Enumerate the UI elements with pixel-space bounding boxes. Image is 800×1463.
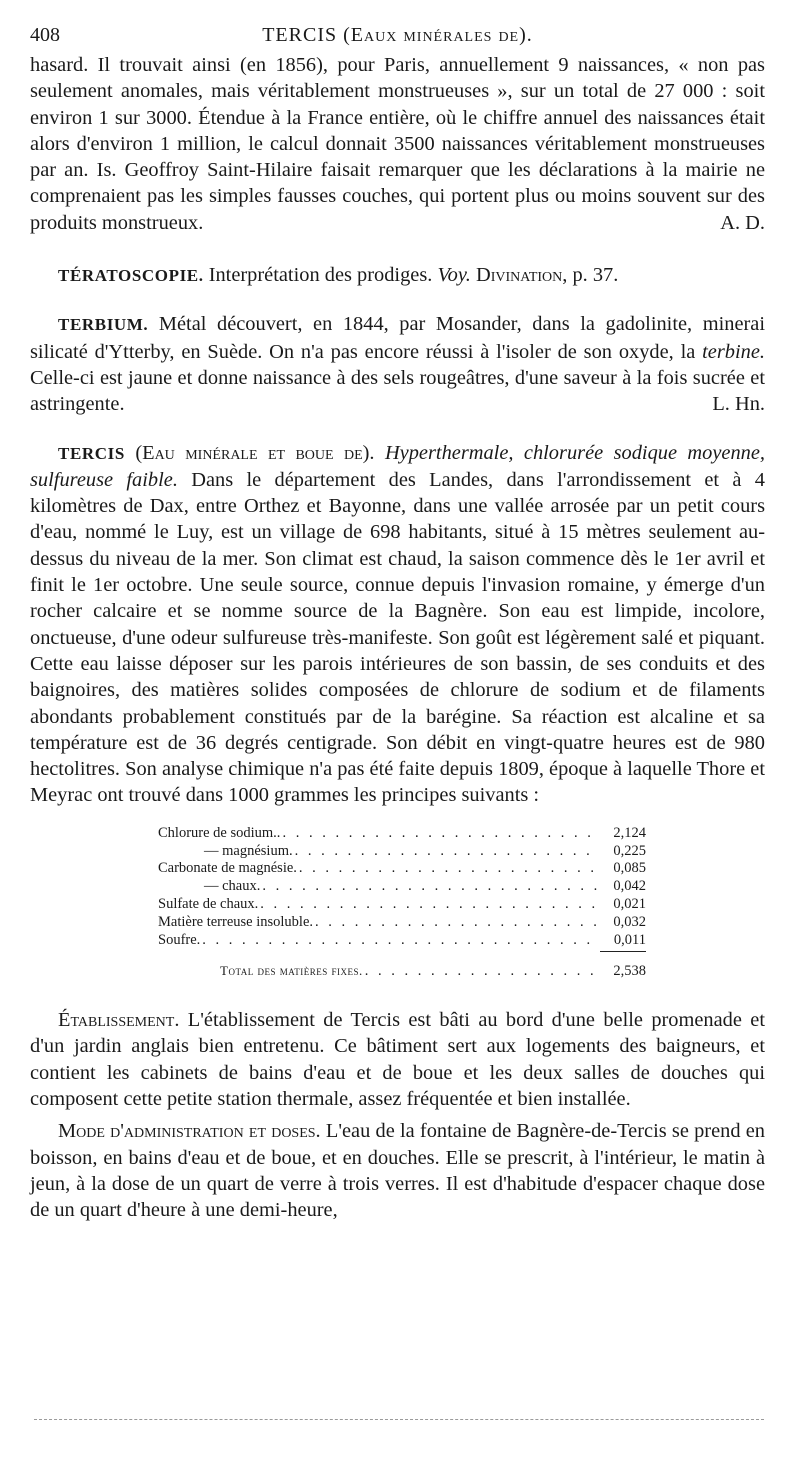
table-row xyxy=(158,825,646,843)
row-label: — chaux. xyxy=(204,878,261,895)
table-row xyxy=(158,896,646,914)
running-title-sub: (Eaux minérales de). xyxy=(343,24,533,46)
entry-italic-term: terbine. xyxy=(702,340,765,363)
section-text: L'établissement de Tercis est bâti au bord d'une belle promenade et d'un jardin anglais bien entretenu. Ce bâtiment sert aux logements des baigneurs, et contient les cabinets de bains d'eau et de boue et les deux salles de douches qui composent cette petite station thermale, assez fréquentée et bien installée. xyxy=(30,1009,765,1110)
continuation-text: hasard. Il trouvait ainsi (en 1856), pour Paris, annuellement 9 naissances, « non pas seulement anomales, mais véritablement monstrueuses », sur un total de 27 000 : soit environ 1 sur 3000. Étendue à la France entière, où le chiffre annuel des naissances était alors d'environ 1 million, le calcul donnait 3500 naissances véritablement monstrueuses par an. Is. Geoffroy Saint-Hilaire faisait remarquer que les déclarations à la mairie ne comprenaient pas les simples fausses couches, qui portent plus ou moins souvent sur des produits monstrueux. xyxy=(30,54,765,234)
entry-text: Dans le département des Landes, dans l'arrondissement et à 4 kilomètres de Dax, entre Orthez et Bayonne, dans une vallée arrosée par un petit cours d'eau, nommé le Luy, est un village de 698 habitants, situé à 15 mètres seulement au-dessus du niveau de la mer. Son climat est chaud, la saison commence dès le 1er avril et finit le 1er octobre. Une seule source, connue depuis l'invasion romaine, y émerge d'un rocher calcaire et se nomme source de la Bagnère. Son eau est limpide, incolore, onctueuse, d'une odeur sulfureuse très-manifeste. Son goût est légèrement salé et piquant. Cette eau laisse déposer sur les parois intérieures de son bassin, de ses conduits et des baignoires, des matières solides composées de chlorure de sodium et de filaments abondants probablement constitués par de la barégine. Sa réaction est alcaline et sa température est de 36 degrés centigrade. Son débit en vingt-quatre heures est de 980 hectolitres. Son analyse chimique n'a pas été faite depuis 1809, époque à laquelle Thore et Meyrac ont trouvé dans 1000 grammes les principes suivants : xyxy=(30,468,765,807)
document-page xyxy=(30,22,765,1223)
table-row xyxy=(158,878,646,896)
entry-subtitle: (Eau minérale et boue de). xyxy=(135,441,375,464)
row-value: 0,042 xyxy=(613,878,646,895)
bleed-through-line xyxy=(34,1419,764,1420)
running-title-main: TERCIS xyxy=(262,24,338,46)
section-heading: Établissement. xyxy=(58,1009,180,1032)
sum-rule xyxy=(600,951,646,952)
author-signature: L. Hn. xyxy=(712,393,765,416)
table-total-row xyxy=(158,962,646,981)
row-value: 2,124 xyxy=(613,824,646,841)
entry-teratoscopie xyxy=(58,262,765,289)
row-label: Matière terreuse insoluble. xyxy=(158,913,314,930)
entry-headword: TERBIUM. xyxy=(58,315,149,335)
table-row xyxy=(158,843,646,861)
entry-terbium xyxy=(30,311,765,417)
row-value: 0,085 xyxy=(613,860,646,877)
entry-classification: Hyperthermale, chlorurée sodique moyenne, sulfureuse faible. xyxy=(30,441,765,491)
chemical-analysis-table xyxy=(158,825,646,981)
cross-ref-page: , p. 37. xyxy=(562,264,619,287)
row-value: 0,021 xyxy=(613,895,646,912)
row-value: 0,011 xyxy=(613,931,646,948)
section-mode-administration xyxy=(30,1118,765,1223)
table-row xyxy=(158,932,646,950)
entry-text: Interprétation des prodiges. xyxy=(208,264,433,287)
running-title xyxy=(30,24,765,47)
row-value: 0,225 xyxy=(613,842,646,859)
author-signature: A. D. xyxy=(720,211,765,234)
section-etablissement xyxy=(30,1007,765,1112)
section-text: L'eau de la fontaine de Bagnère-de-Tercis se prend en boisson, en bains d'eau et de boue, et en douches. Elle se prescrit, à l'intérieur, le matin à jeun, à la dose de un quart de verre à trois verres. Il est d'habitude d'espacer chaque dose de un quart d'heure à une demi-heure, xyxy=(30,1120,765,1222)
row-label: — magnésium. xyxy=(204,842,293,859)
row-label: Carbonate de magnésie. xyxy=(158,860,297,877)
row-label: Sulfate de chaux. xyxy=(158,895,259,912)
cross-ref-target: Divination xyxy=(476,264,563,287)
section-heading: Mode d'administration et doses. xyxy=(58,1120,321,1143)
row-label: Chlorure de sodium.. xyxy=(158,824,281,841)
row-value: 0,032 xyxy=(613,913,646,930)
total-value: 2,538 xyxy=(613,963,646,980)
total-label: Total des matières fixes. xyxy=(220,963,363,979)
entry-text: Métal découvert, en 1844, par Mosander, dans la gadolinite, minerai silicaté d'Ytterby, en Suède. On n'a pas encore réussi à l'isoler de son oxyde, la xyxy=(30,313,765,363)
entry-text-continued: Celle-ci est jaune et donne naissance à des sels rougeâtres, d'une saveur à la fois sucrée et astringente. xyxy=(30,366,765,416)
entry-headword: TÉRATOSCOPIE. xyxy=(58,266,204,286)
table-row xyxy=(158,860,646,878)
entry-headword: TERCIS xyxy=(58,443,125,463)
page-header xyxy=(30,22,765,52)
previous-article-continuation xyxy=(30,52,765,236)
table-row xyxy=(158,914,646,932)
cross-ref-voy: Voy. xyxy=(437,264,471,287)
page-number: 408 xyxy=(30,24,60,46)
row-label: Soufre. xyxy=(158,931,201,948)
entry-tercis xyxy=(30,440,765,809)
